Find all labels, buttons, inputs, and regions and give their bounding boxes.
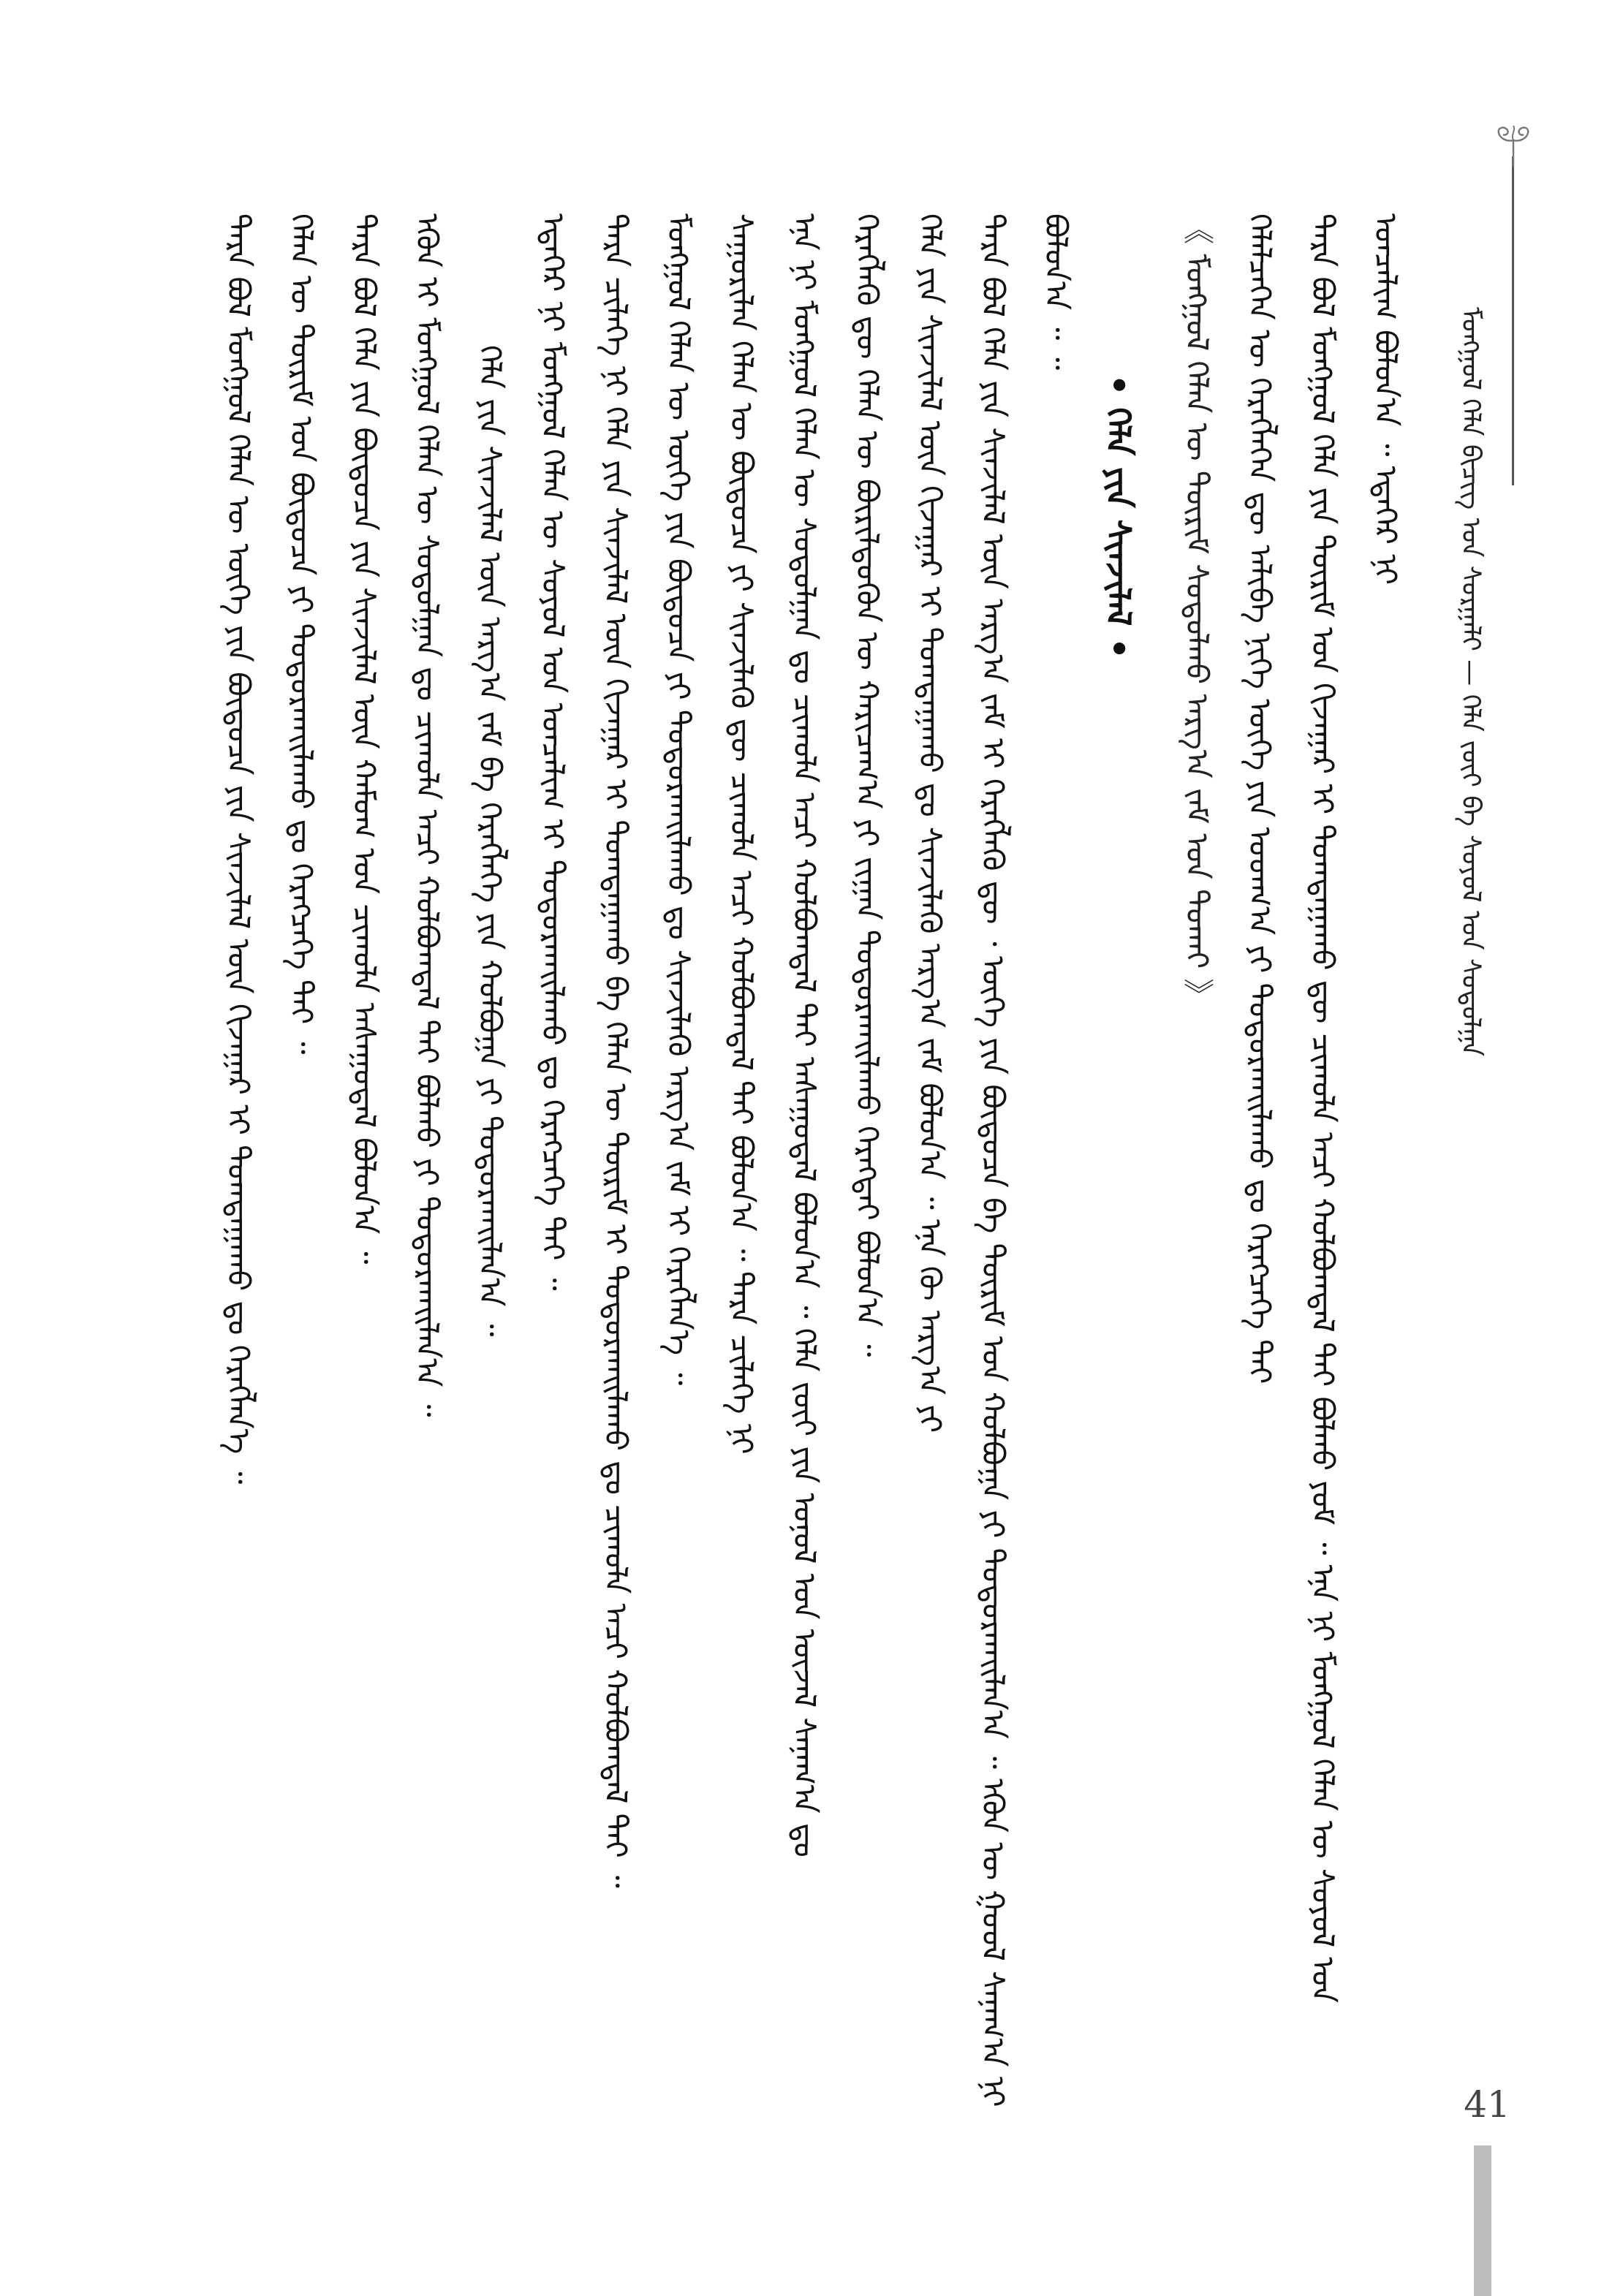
- text-column: ᠮᠣᠩᠭᠣᠯ ᠬᠡᠯᠡᠨ ᠦ ᠦᠭᠡ ᠶᠢᠨ ᠪᠦᠲᠦᠴᠡ ᠶᠢ ᠲᠣᠳᠤᠷᠬᠠᠢᠯᠠᠬᠤ ᠳᠤ ᠰᠢᠨᠵᠢᠯᠡᠬᠦ ᠠᠷᠭ᠎ᠠ ᠵᠠᠮ ᠢ ᠬᠡᠷᠡᠭᠯᠡᠨ᠎ᠡ ᠃: [661, 213, 697, 1386]
- header-rule: [1512, 156, 1514, 485]
- text-column: ᠡᠨᠡ ᠨᠢ ᠮᠣᠩᠭᠣᠯ ᠬᠡᠯᠡᠨ ᠦ ᠰᠤᠳᠤᠯᠭᠠᠨ ᠳᠤ ᠴᠢᠬᠤᠯᠠ ᠠᠴᠢ ᠬᠣᠯᠪᠣᠭᠳᠠᠯ ᠲᠠᠢ ᠠᠰᠠᠭᠤᠳᠠᠯ ᠪᠣᠯᠤᠨ᠎ᠠ ᠃ ᠬᠡᠯᠡ ᠵᠦᠢ ᠶᠢᠨ ᠣᠨᠣᠯ ᠤᠨ ᠦᠵᠡᠯ ᠰᠠᠨᠠᠭ᠎ᠠ ᠳᠤ: [787, 213, 822, 1857]
- text-column: ᠬᠡᠯᠡᠨ ᠦ ᠳᠦᠷᠢᠮ ᠤᠨ ᠪᠦᠲᠦᠴᠡ ᠶᠢ ᠲᠣᠳᠤᠷᠬᠠᠢᠯᠠᠬᠤ ᠳᠤ ᠬᠡᠷᠡᠭᠴᠡᠭᠡ ᠲᠠᠢ ᠃: [284, 213, 319, 1055]
- text-column: ᠬᠡᠯᠡ ᠶᠢᠨ ᠰᠢᠨᠵᠢᠯᠡᠯ ᠦᠨ ᠠᠷᠭ᠎ᠠ ᠵᠠᠮ ᠪᠠ ᠬᠡᠷᠡᠭᠯᠡᠭᠡ ᠶᠢᠨ ᠬᠣᠯᠪᠣᠭᠠ ᠶᠢ ᠲᠣᠳᠤᠷᠬᠠᠢᠯᠠᠨ᠎ᠠ ᠃: [472, 345, 508, 1337]
- page-number: 41: [1464, 2083, 1510, 2126]
- column-spacer: [192, 213, 207, 2114]
- text-column: ᠲᠡᠷᠡ ᠪᠣᠯ ᠮᠣᠩᠭᠣᠯ ᠬᠡᠯᠡᠨ ᠦ ᠦᠭᠡ ᠶᠢᠨ ᠪᠦᠲᠦᠴᠡ ᠶᠢᠨ ᠰᠢᠨᠵᠢᠯᠡᠯ ᠦᠨ ᠬᠢᠵᠠᠭᠠᠷ ᠢ ᠲᠣᠭᠲᠠᠭᠠᠬᠤ ᠳᠤ ᠬᠡᠷᠡᠭᠯᠡᠨ᠎ᠡ ᠃: [221, 213, 257, 1485]
- running-title: ᠮᠣᠩᠭᠣᠯ ᠬᠡᠯᠡ ᠪᠢᠴᠢᠭ ᠤᠨ ᠰᠤᠷᠭᠠᠯᠢ — ᠬᠡᠯᠡ ᠵᠦᠢ ᠪᠠ ᠰᠣᠶᠤᠯ ᠤᠨ ᠰᠤᠳᠤᠯᠭᠠ: [1456, 307, 1486, 1056]
- quoted-title: 《 ᠮᠣᠩᠭᠣᠯ ᠬᠡᠯᠡᠨ ᠦ ᠳᠦᠷᠢᠮ ᠰᠤᠳᠤᠯᠬᠤ ᠠᠷᠭ᠎ᠠ ᠵᠠᠮ ᠤᠨ ᠲᠤᠬᠠᠢ 》: [1179, 213, 1215, 1009]
- text-column: ᠲᠡᠷᠡ ᠴᠢᠯᠡᠭᠡ ᠨᠢ ᠬᠡᠯᠡ ᠶᠢᠨ ᠰᠢᠨᠵᠢᠯᠡᠯ ᠦᠨ ᠬᠢᠵᠠᠭᠠᠷ ᠢ ᠲᠣᠭᠲᠠᠭᠠᠬᠤ ᠪᠠ ᠬᠡᠯᠡᠨ ᠦ ᠳᠦᠷᠢᠮ ᠢ ᠲᠣᠳᠤᠷᠬᠠᠢᠯᠠᠬᠤ ᠳᠤ ᠴᠢᠬᠤᠯᠠ ᠠᠴᠢ ᠬᠣᠯᠪᠣᠭᠳᠠᠯ ᠲᠠᠢ ᠃: [598, 213, 634, 1888]
- text-column: ᠲᠡᠷᠡ ᠪᠣᠯ ᠬᠡᠯᠡ ᠶᠢᠨ ᠰᠢᠨᠵᠢᠯᠡᠯ ᠦᠨ ᠠᠷᠭ᠎ᠠ ᠵᠠᠮ ᠢ ᠬᠡᠷᠡᠭᠯᠡᠬᠦ ᠳᠦ ᠂ ᠦᠭᠡ ᠶᠢᠨ ᠪᠦᠲᠦᠴᠡ ᠪᠠ ᠳᠦᠷᠢᠮ ᠤᠨ ᠬᠣᠯᠪᠣᠭᠠ ᠶᠢ ᠲᠣᠳᠤᠷᠬᠠᠢᠯᠠᠨ᠎ᠠ ᠃ ᠡᠭᠦᠨ ᠦ ᠭᠣᠣᠯ ᠰᠠᠨᠠᠭ᠎ᠠ ᠨᠢ: [975, 213, 1011, 2107]
- closing-fragment: ᠪᠣᠯᠤᠨ᠎ᠠ ᠃ ᠃: [1038, 213, 1074, 371]
- section-heading: • ᠬᠡᠯᠡ ᠶᠢᠨ ᠰᠢᠨᠵᠢᠯᠡᠯ •: [1099, 374, 1138, 659]
- text-column: ᠲᠡᠷᠡ ᠪᠣᠯ ᠬᠡᠯᠡ ᠶᠢᠨ ᠪᠦᠲᠦᠴᠡ ᠶᠢᠨ ᠰᠢᠨᠵᠢᠯᠡᠯ ᠦᠨ ᠬᠠᠮᠤᠭ ᠤᠨ ᠴᠢᠬᠤᠯᠠ ᠠᠰᠠᠭᠤᠳᠠᠯ ᠪᠣᠯᠤᠨ᠎ᠠ ᠃: [347, 213, 382, 1265]
- text-column: ᠡᠳᠡᠭᠡᠷ ᠨᠢ ᠮᠣᠩᠭᠣᠯ ᠬᠡᠯᠡᠨ ᠦ ᠰᠣᠶᠤᠯ ᠤᠨ ᠣᠨᠴᠠᠯᠢᠭ ᠢ ᠲᠣᠳᠤᠷᠬᠠᠢᠯᠠᠬᠤ ᠳᠤ ᠬᠡᠷᠡᠭᠴᠡᠭᠡ ᠲᠠᠢ ᠃: [535, 213, 571, 1291]
- text-column: ᠲᠡᠷᠡ ᠪᠣᠯ ᠮᠣᠩᠭᠣᠯ ᠬᠡᠯᠡ ᠶᠢᠨ ᠳᠦᠷᠢᠮ ᠤᠨ ᠬᠢᠵᠠᠭᠠᠷ ᠢ ᠲᠣᠭᠲᠠᠭᠠᠬᠤ ᠳᠦ ᠴᠢᠬᠤᠯᠠ ᠠᠴᠢ ᠬᠣᠯᠪᠣᠭᠳᠠᠯ ᠲᠠᠢ ᠪᠣᠯᠬᠤ ᠶᠤᠮ ᠃ ᠡᠨᠡ ᠨᠢ ᠮᠣᠩᠭᠣᠯ ᠬᠡᠯᠡᠨ ᠦ ᠰᠣᠶᠤᠯ ᠤᠨ ᠣᠨᠴᠠᠯᠢᠭ ᠪᠣᠯᠤᠨ᠎ᠠ ᠃ ᠡᠳᠡᠭᠡᠷ ᠨᠢ: [1305, 213, 1404, 2004]
- text-column: ᠡᠭᠦᠨ ᠢ ᠮᠣᠩᠭᠣᠯ ᠬᠡᠯᠡᠨ ᠦ ᠰᠤᠳᠤᠯᠭᠠᠨ ᠳᠤ ᠴᠢᠬᠤᠯᠠ ᠠᠴᠢ ᠬᠣᠯᠪᠣᠭᠳᠠᠯ ᠲᠠᠢ ᠪᠣᠯᠬᠤ ᠶᠢ ᠲᠣᠳᠤᠷᠬᠠᠢᠯᠠᠨ᠎ᠠ ᠃: [409, 213, 445, 1417]
- gutter-bar: [1474, 2145, 1491, 2296]
- column-spacer: [1150, 213, 1165, 2114]
- text-column: ᠬᠡᠯᠡᠯᠴᠡᠭᠡᠨ ᠦ ᠬᠡᠷᠡᠭᠯᠡᠭᠡᠨ ᠳᠦ ᠠᠯᠢᠪᠠ ᠨᠢᠭᠡ ᠦᠭᠡ ᠶᠢᠨ ᠤᠳᠬ᠎ᠠ ᠶᠢ ᠲᠣᠳᠤᠷᠬᠠᠢᠯᠠᠬᠤ ᠳᠤ ᠬᠡᠷᠡᠭᠴᠡᠭᠡ ᠲᠠᠢ: [1242, 213, 1278, 1384]
- text-column: ᠰᠠᠭᠤᠷᠢᠯᠠᠨ ᠬᠡᠯᠡᠨ ᠦ ᠪᠦᠲᠦᠴᠡ ᠶᠢ ᠰᠢᠨᠵᠢᠯᠡᠬᠦ ᠳᠦ ᠴᠢᠬᠤᠯᠠ ᠠᠴᠢ ᠬᠣᠯᠪᠣᠭᠳᠠᠯ ᠲᠠᠢ ᠪᠣᠯᠤᠨ᠎ᠠ ᠃ ᠲᠡᠷᠡ ᠴᠢᠯᠡᠭᠡ ᠨᠢ: [724, 213, 760, 1455]
- body-text: [192, 213, 1404, 2114]
- text-column: ᠬᠡᠯᠡ ᠶᠢᠨ ᠰᠢᠨᠵᠢᠯᠡᠯ ᠦᠨ ᠬᠢᠵᠠᠭᠠᠷ ᠢ ᠲᠣᠭᠲᠠᠭᠠᠬᠤ ᠳᠤ ᠰᠢᠨᠵᠢᠯᠡᠬᠦ ᠠᠷᠭ᠎ᠠ ᠵᠠᠮ ᠪᠣᠯᠤᠨ᠎ᠠ ᠃ ᠡᠨᠡ ᠬᠦ ᠠᠷᠭ᠎ᠠ ᠶᠢ: [912, 213, 948, 1433]
- text-column: ᠬᠡᠷᠡᠭᠯᠡᠬᠦ ᠳᠦ ᠬᠡᠯᠡᠨ ᠦ ᠪᠦᠷᠢᠯᠳᠦᠬᠦᠨ ᠦ ᠬᠠᠷᠢᠴᠠᠭ᠎ᠠ ᠶᠢ ᠵᠢᠭᠠᠨ ᠲᠣᠳᠤᠷᠬᠠᠢᠯᠠᠬᠤ ᠬᠡᠷᠡᠭᠲᠡᠢ ᠪᠣᠯᠤᠨ᠎ᠠ ᠃: [850, 213, 885, 1357]
- flourish-ornament-icon: [1486, 124, 1541, 168]
